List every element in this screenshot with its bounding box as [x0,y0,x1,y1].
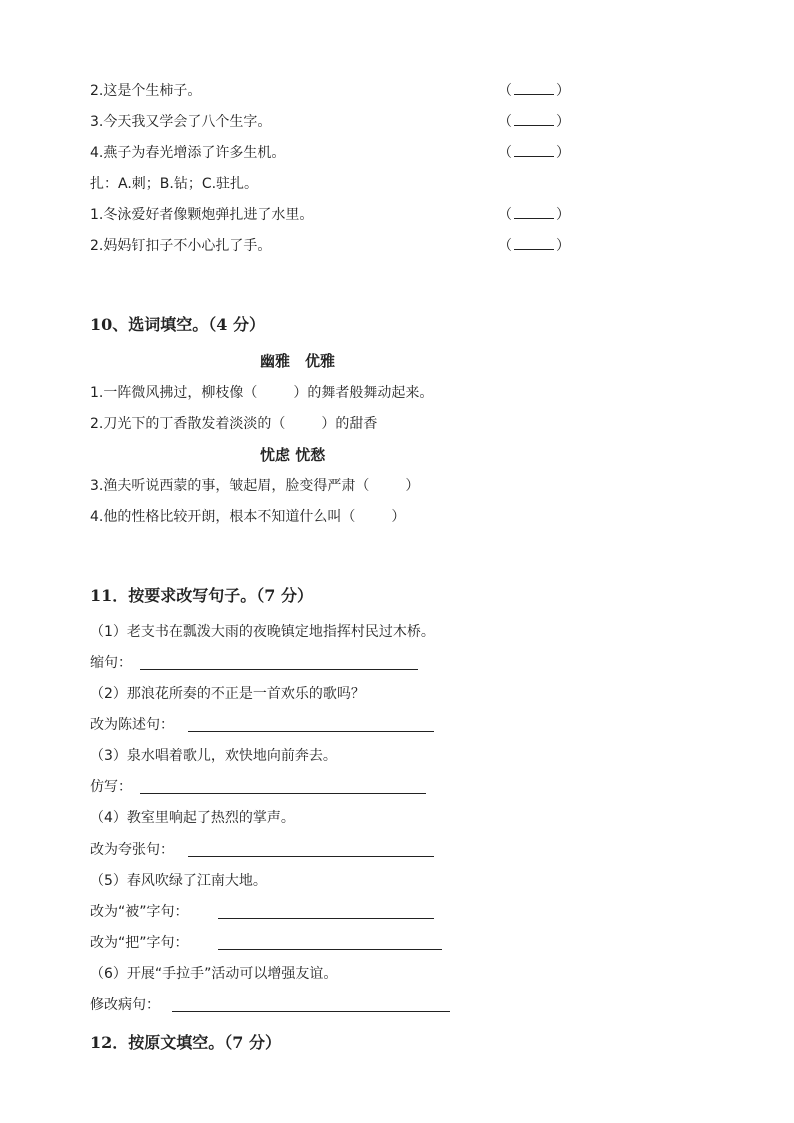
imitate-label: 仿写： [90,779,132,795]
answer-paren[interactable]: （ ） [498,114,570,130]
answer-paren[interactable]: （ ） [498,83,570,99]
q9-item: 4.燕子为春光增添了许多生机。 [90,145,286,161]
bei-label: 改为“被”字句： [90,904,189,920]
q10-sentence-4: 4.他的性格比较开朗，根本不知道什么叫（ ） [90,509,406,525]
q11-sentence-5: （5）春风吹绿了江南大地。 [90,873,267,889]
answer-line[interactable] [172,1011,450,1012]
q11-sentence-2: （2）那浪花所奏的不正是一首欢乐的歌吗？ [90,686,365,702]
fix-sentence-label: 修改病句： [90,997,160,1013]
word-options-2: 忧虑 忧愁 [260,446,326,464]
q11-title: 11．按要求改写句子。（7 分） [90,586,313,605]
q10-sentence-3: 3.渔夫听说西蒙的事，皱起眉，脸变得严肃（ ） [90,478,420,494]
q10-title: 10、选词填空。（4 分） [90,315,265,334]
word-options-1: 幽雅 优雅 [260,352,336,370]
q10-sentence-2: 2.刀光下的丁香散发着淡淡的（ ）的甜香 [90,416,378,432]
q11-sentence-4: （4）教室里响起了热烈的掌声。 [90,810,295,826]
q11-sentence-1: （1）老支书在瓢泼大雨的夜晚镇定地指挥村民过木桥。 [90,624,435,640]
ba-label: 改为“把”字句： [90,935,189,951]
answer-line[interactable] [218,918,434,919]
zha-options: 扎：A.刺；B.钻；C.驻扎。 [90,176,259,192]
answer-paren[interactable]: （ ） [498,207,570,223]
q10-sentence-1: 1.一阵微风拂过，柳枝像（ ）的舞者般舞动起来。 [90,385,434,401]
answer-paren[interactable]: （ ） [498,238,570,254]
q9-item: 1.冬泳爱好者像颗炮弹扎进了水里。 [90,207,314,223]
answer-line[interactable] [140,669,418,670]
q11-sentence-3: （3）泉水唱着歌儿，欢快地向前奔去。 [90,748,337,764]
answer-line[interactable] [218,949,442,950]
answer-line[interactable] [140,793,426,794]
declarative-label: 改为陈述句： [90,717,174,733]
q12-title: 12．按原文填空。（7 分） [90,1033,281,1052]
q11-sentence-6: （6）开展“手拉手”活动可以增强友谊。 [90,966,338,982]
q9-item: 3.今天我又学会了八个生字。 [90,114,272,130]
answer-line[interactable] [188,856,434,857]
shorten-label: 缩句： [90,655,132,671]
exaggerate-label: 改为夸张句： [90,842,174,858]
q9-item: 2.妈妈钉扣子不小心扎了手。 [90,238,272,254]
answer-line[interactable] [188,731,434,732]
answer-paren[interactable]: （ ） [498,145,570,161]
q9-item: 2.这是个生柿子。 [90,83,202,99]
